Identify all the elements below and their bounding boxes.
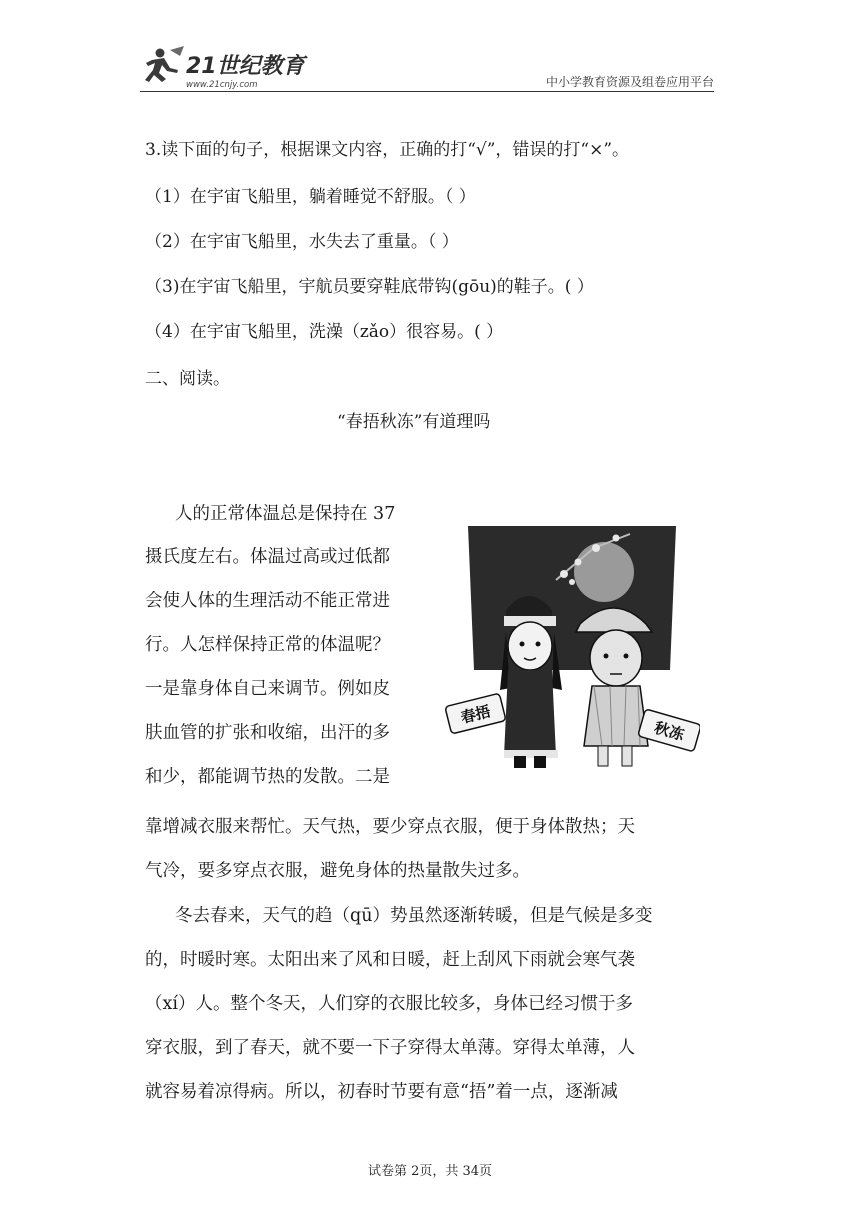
paragraph-1-line: 人的正常体温总是保持在 37 bbox=[175, 504, 396, 524]
page-footer: 试卷第 2页，共 34页 bbox=[367, 1164, 493, 1179]
section-heading: 二、阅读。 bbox=[145, 369, 230, 389]
paragraph-1-line: 肤血管的扩张和收缩，出汗的多 bbox=[145, 723, 390, 743]
paragraph-1-line: 靠增减衣服来帮忙。天气热，要少穿点衣服，便于身体散热；天 bbox=[145, 817, 635, 837]
question-item-1: （1）在宇宙飞船里，躺着睡觉不舒服。（ ） bbox=[145, 187, 476, 207]
paragraph-1-line: 一是靠身体自己来调节。例如皮 bbox=[145, 679, 390, 699]
child-winter bbox=[500, 596, 562, 768]
svg-text:21世纪教育: 21世纪教育 bbox=[186, 54, 305, 79]
question-item-4: （4）在宇宙飞船里，洗澡（zǎo）很容易。( ） bbox=[145, 322, 504, 342]
flag-icon bbox=[170, 46, 184, 56]
logo bbox=[140, 44, 340, 90]
paragraph-2-line: 就容易着凉得病。所以，初春时节要有意“捂”着一点，逐渐减 bbox=[145, 1082, 618, 1102]
runner-icon bbox=[145, 49, 178, 83]
paragraph-2-line: 的，时暖时寒。太阳出来了风和日暖，赶上刮风下雨就会寒气袭 bbox=[145, 950, 635, 970]
child-light bbox=[576, 608, 652, 766]
platform-name: 中小学教育资源及组卷应用平台 bbox=[545, 75, 714, 89]
paragraph-1-line: 摄氏度左右。体温过高或过低都 bbox=[145, 547, 390, 567]
paragraph-2-line: 冬去春来，天气的趋（qū）势虽然逐渐转暖，但是气候是多变 bbox=[175, 906, 653, 926]
question-item-3: （3)在宇宙飞船里，宇航员要穿鞋底带钩(gōu)的鞋子。( ） bbox=[145, 277, 594, 297]
paragraph-2-line: （xí）人。整个冬天，人们穿的衣服比较多，身体已经习惯于多 bbox=[145, 994, 633, 1014]
moon-icon bbox=[574, 542, 634, 602]
paragraph-1-line: 气冷，要多穿点衣服，避免身体的热量散失过多。 bbox=[145, 861, 530, 881]
question-title: 3.读下面的句子，根据课文内容，正确的打“√”，错误的打“×”。 bbox=[145, 140, 630, 160]
question-item-2: （2）在宇宙飞船里，水失去了重量。（ ） bbox=[145, 232, 459, 252]
paragraph-1-line: 和少，都能调节热的发散。二是 bbox=[145, 767, 390, 787]
header-divider bbox=[140, 91, 714, 92]
paragraph-2-line: 穿衣服，到了春天，就不要一下子穿得太单薄。穿得太单薄，人 bbox=[145, 1038, 635, 1058]
sign-spring bbox=[445, 693, 506, 734]
paragraph-1-line: 行。人怎样保持正常的体温呢？ bbox=[145, 635, 390, 655]
cartoon-illustration bbox=[444, 520, 700, 776]
svg-text:秋冻: 秋冻 bbox=[652, 718, 687, 745]
page-header bbox=[140, 40, 714, 92]
svg-text:www.21cnjy.com: www.21cnjy.com bbox=[186, 80, 258, 90]
paragraph-1-line: 会使人体的生理活动不能正常进 bbox=[145, 591, 390, 611]
svg-text:春捂: 春捂 bbox=[458, 702, 493, 727]
article-title: “春捂秋冻”有道理吗 bbox=[337, 412, 491, 432]
